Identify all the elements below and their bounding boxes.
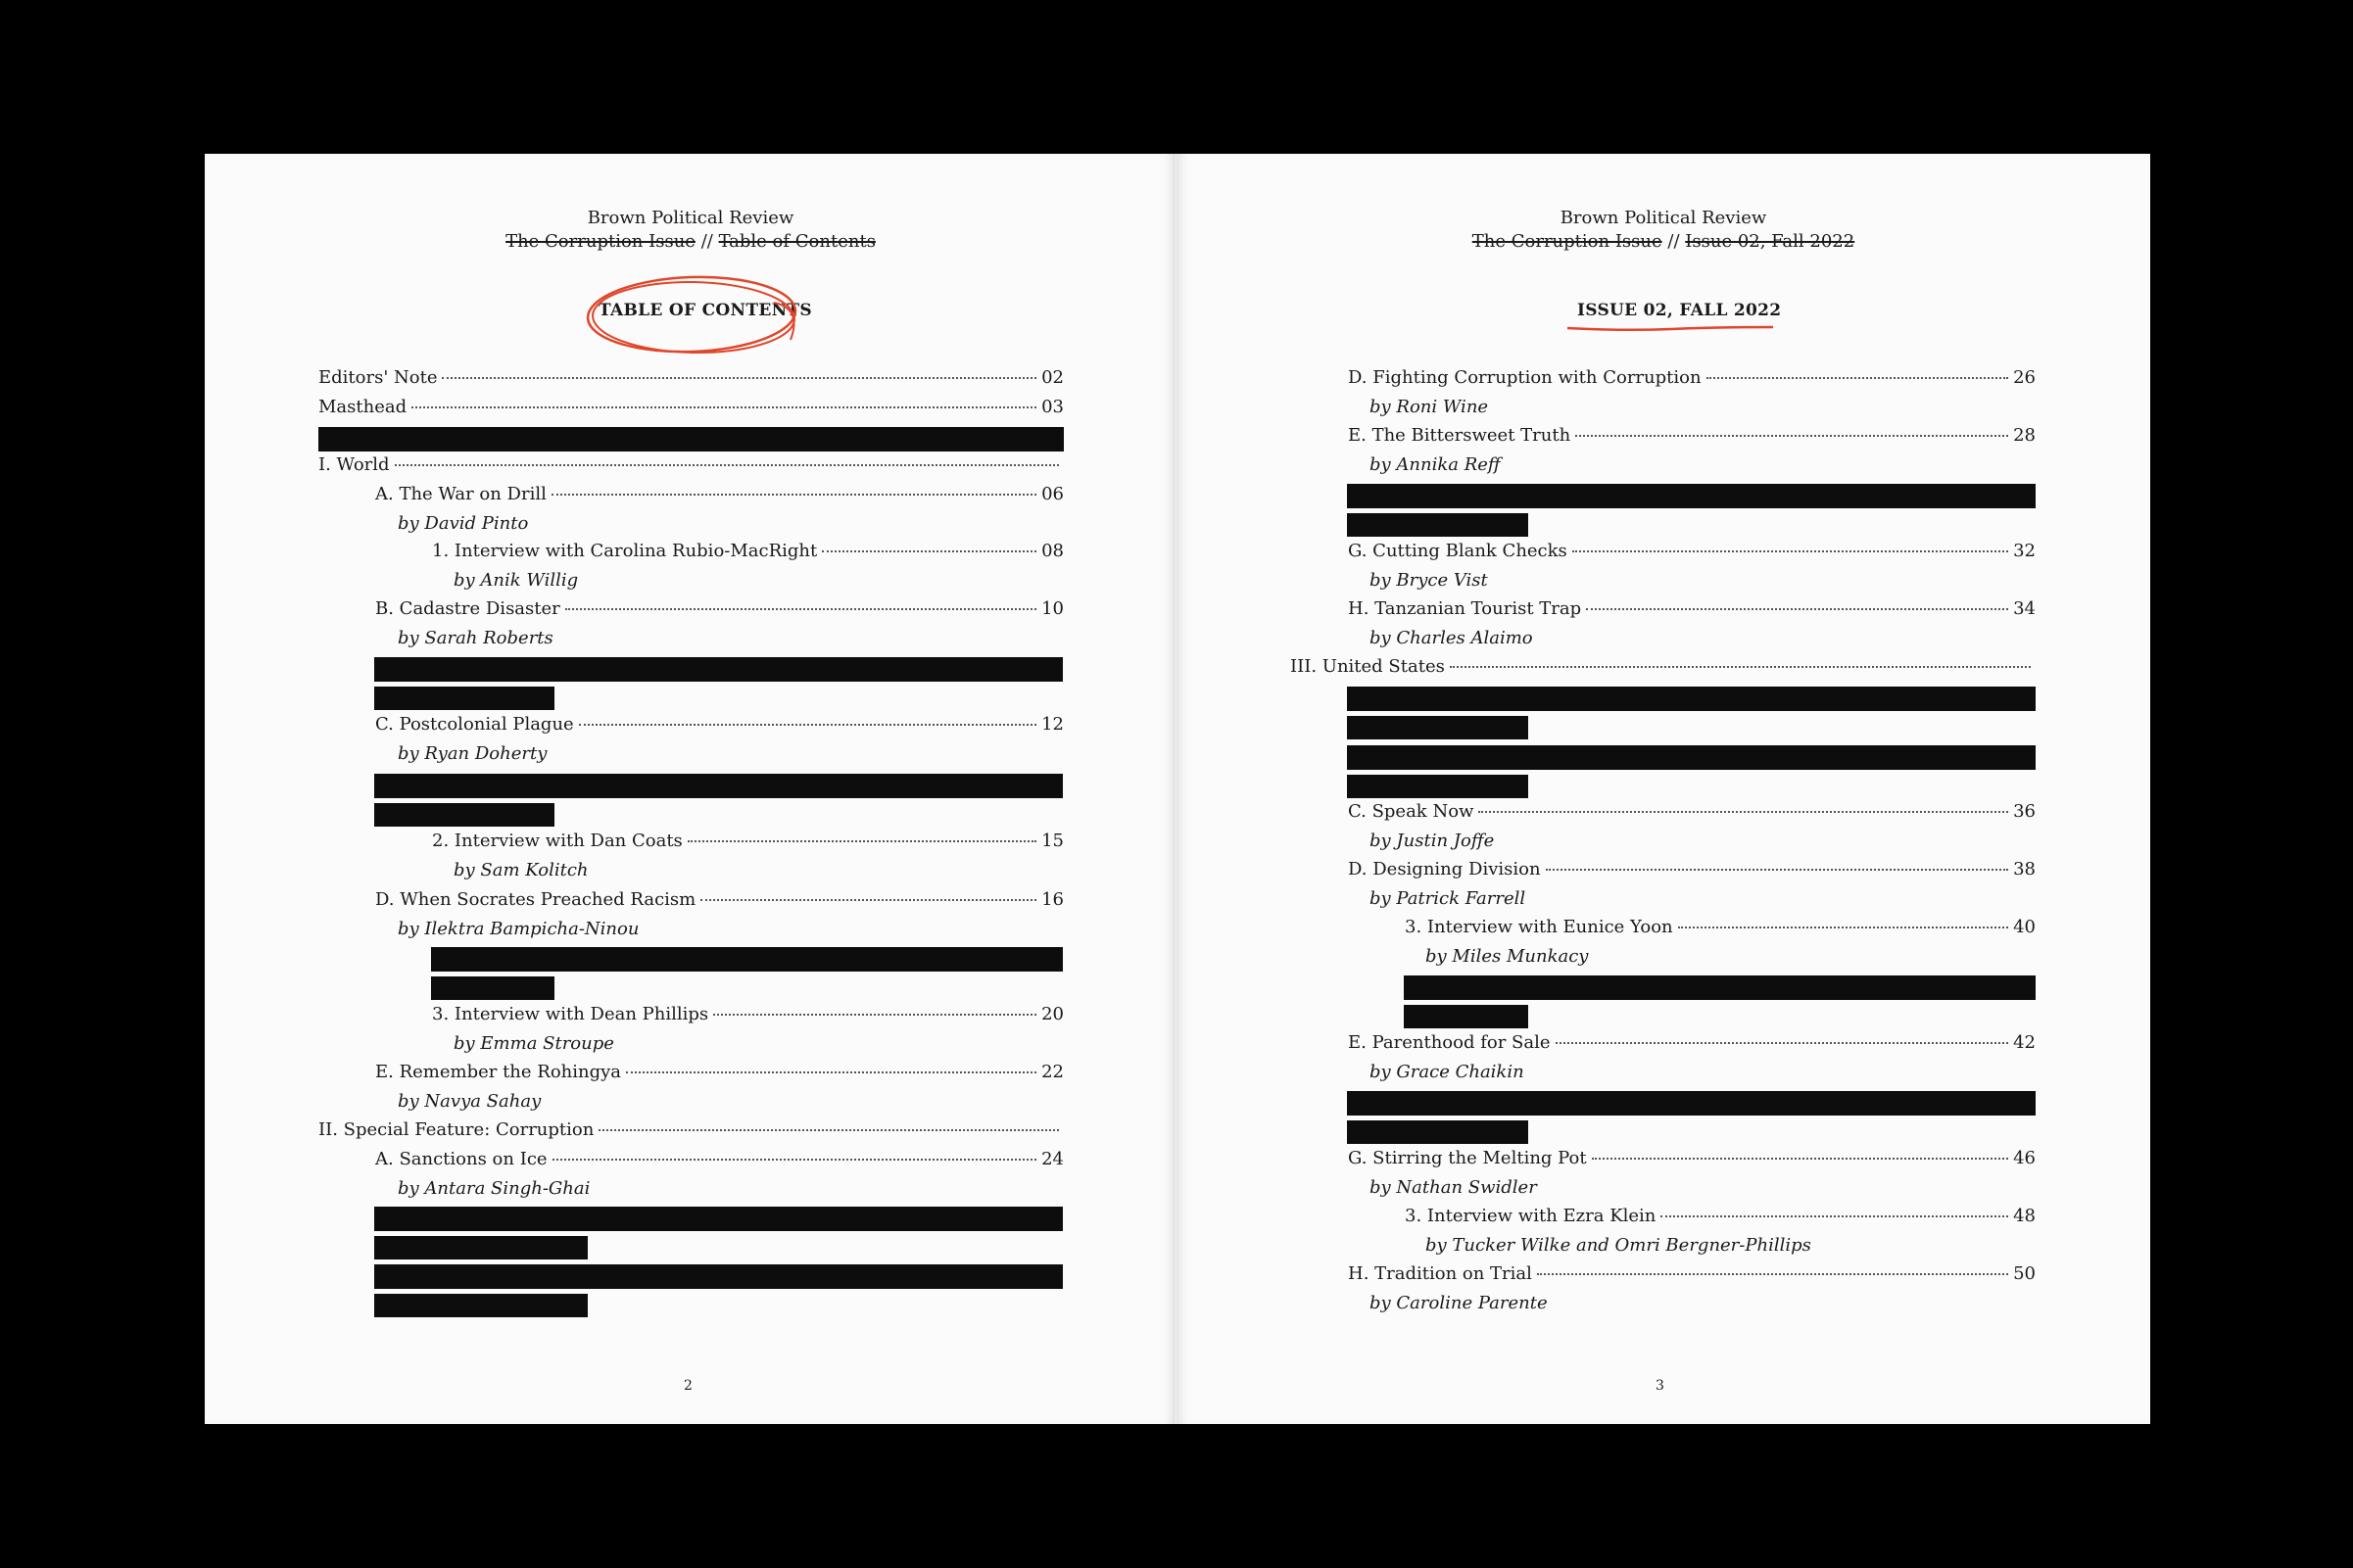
byline: by Ilektra Bampicha-Ninou: [398, 919, 640, 939]
toc-entry[interactable]: C. Speak Now 36: [1348, 801, 2036, 822]
right-header: [1176, 207, 2150, 254]
byline: by Anik Willig: [454, 570, 579, 591]
redaction-bar: [1347, 716, 1528, 739]
byline: by Bryce Vist: [1369, 570, 1488, 591]
redaction-bar: [1347, 1120, 1528, 1144]
toc-entry[interactable]: E. Remember the Rohingya 22: [375, 1062, 1064, 1082]
toc-entry[interactable]: D. Fighting Corruption with Corruption 26: [1348, 367, 2036, 388]
right-publication-title: Brown Political Review: [1560, 208, 1767, 228]
byline: by Caroline Parente: [1369, 1293, 1548, 1313]
byline: by Patrick Farrell: [1369, 888, 1526, 909]
toc-section[interactable]: II. Special Feature: Corruption: [318, 1118, 1064, 1142]
byline: by Sarah Roberts: [398, 628, 553, 648]
toc-entry[interactable]: E. Parenthood for Sale 42: [1348, 1032, 2036, 1053]
red-underline-annotation: [1563, 318, 1779, 338]
redaction-bar: [1404, 1005, 1528, 1028]
toc-entry[interactable]: C. Postcolonial Plague 12: [375, 714, 1064, 735]
redaction-bar: [374, 1207, 1063, 1231]
left-publication-title: Brown Political Review: [587, 208, 794, 228]
byline: by David Pinto: [398, 513, 529, 534]
byline: by Antara Singh-Ghai: [398, 1178, 591, 1199]
left-page: [205, 154, 1176, 1424]
redaction-bar: [1347, 484, 2036, 508]
toc-entry[interactable]: G. Cutting Blank Checks 32: [1348, 541, 2036, 561]
toc-section[interactable]: III. United States: [1290, 655, 2036, 679]
byline: by Justin Joffe: [1369, 831, 1495, 851]
toc-entry[interactable]: Editors' Note 02: [318, 367, 1064, 388]
redaction-bar: [374, 1294, 588, 1317]
right-subtitle: The Corruption Issue // Issue 02, Fall 2022: [1471, 231, 1855, 252]
redaction-bar: [374, 687, 554, 710]
redaction-bar: [374, 1236, 588, 1259]
left-header: [205, 207, 1176, 254]
toc-entry[interactable]: D. When Socrates Preached Racism 16: [375, 889, 1064, 910]
byline: by Grace Chaikin: [1369, 1062, 1524, 1082]
redaction-bar: [374, 803, 554, 827]
redaction-bar: [1347, 513, 1528, 537]
toc-entry[interactable]: E. The Bittersweet Truth 28: [1348, 425, 2036, 446]
redaction-bar: [1404, 975, 2036, 1000]
toc-entry[interactable]: 2. Interview with Dan Coats 15: [432, 831, 1064, 851]
toc-entry[interactable]: A. Sanctions on Ice 24: [375, 1149, 1064, 1169]
toc-entry[interactable]: 3. Interview with Ezra Klein 48: [1405, 1206, 2036, 1226]
page-number: 2: [684, 1378, 693, 1394]
redaction-bar: [374, 774, 1063, 798]
byline: by Miles Munkacy: [1425, 946, 1589, 967]
page-number: 3: [1656, 1378, 1664, 1394]
redaction-bar: [374, 1264, 1063, 1289]
toc-entry[interactable]: 3. Interview with Eunice Yoon 40: [1405, 917, 2036, 937]
byline: by Charles Alaimo: [1369, 628, 1533, 648]
byline: by Emma Stroupe: [454, 1033, 614, 1054]
toc-entry[interactable]: G. Stirring the Melting Pot 46: [1348, 1148, 2036, 1168]
toc-entry[interactable]: 1. Interview with Carolina Rubio-MacRight 08: [432, 541, 1064, 561]
toc-entry[interactable]: 3. Interview with Dean Phillips 20: [432, 1004, 1064, 1024]
issue-heading: ISSUE 02, FALL 2022: [1577, 301, 1782, 320]
redaction-bar: [318, 427, 1064, 451]
redaction-bar: [1347, 1091, 2036, 1116]
toc-entry[interactable]: A. The War on Drill 06: [375, 484, 1064, 504]
toc-entry[interactable]: H. Tanzanian Tourist Trap 34: [1348, 598, 2036, 619]
redaction-bar: [1347, 775, 1528, 798]
byline: by Annika Reff: [1369, 454, 1501, 475]
right-page: [1176, 154, 2150, 1424]
redaction-bar: [431, 976, 554, 1000]
byline: by Tucker Wilke and Omri Bergner-Phillips: [1425, 1235, 1811, 1256]
redaction-bar: [374, 657, 1063, 682]
redaction-bar: [1347, 687, 2036, 711]
byline: by Sam Kolitch: [454, 860, 589, 880]
redaction-bar: [1347, 745, 2036, 770]
toc-entry[interactable]: H. Tradition on Trial 50: [1348, 1263, 2036, 1284]
toc-entry[interactable]: Masthead 03: [318, 397, 1064, 417]
redaction-bar: [431, 947, 1063, 972]
byline: by Nathan Swidler: [1369, 1177, 1537, 1198]
toc-entry[interactable]: B. Cadastre Disaster 10: [375, 598, 1064, 619]
byline: by Roni Wine: [1369, 397, 1489, 417]
toc-entry[interactable]: D. Designing Division 38: [1348, 859, 2036, 879]
toc-section[interactable]: I. World: [318, 453, 1064, 477]
byline: by Navya Sahay: [398, 1091, 542, 1112]
byline: by Ryan Doherty: [398, 743, 548, 764]
toc-heading: TABLE OF CONTENTS: [599, 301, 812, 320]
left-subtitle: The Corruption Issue // Table of Contents: [505, 231, 876, 252]
